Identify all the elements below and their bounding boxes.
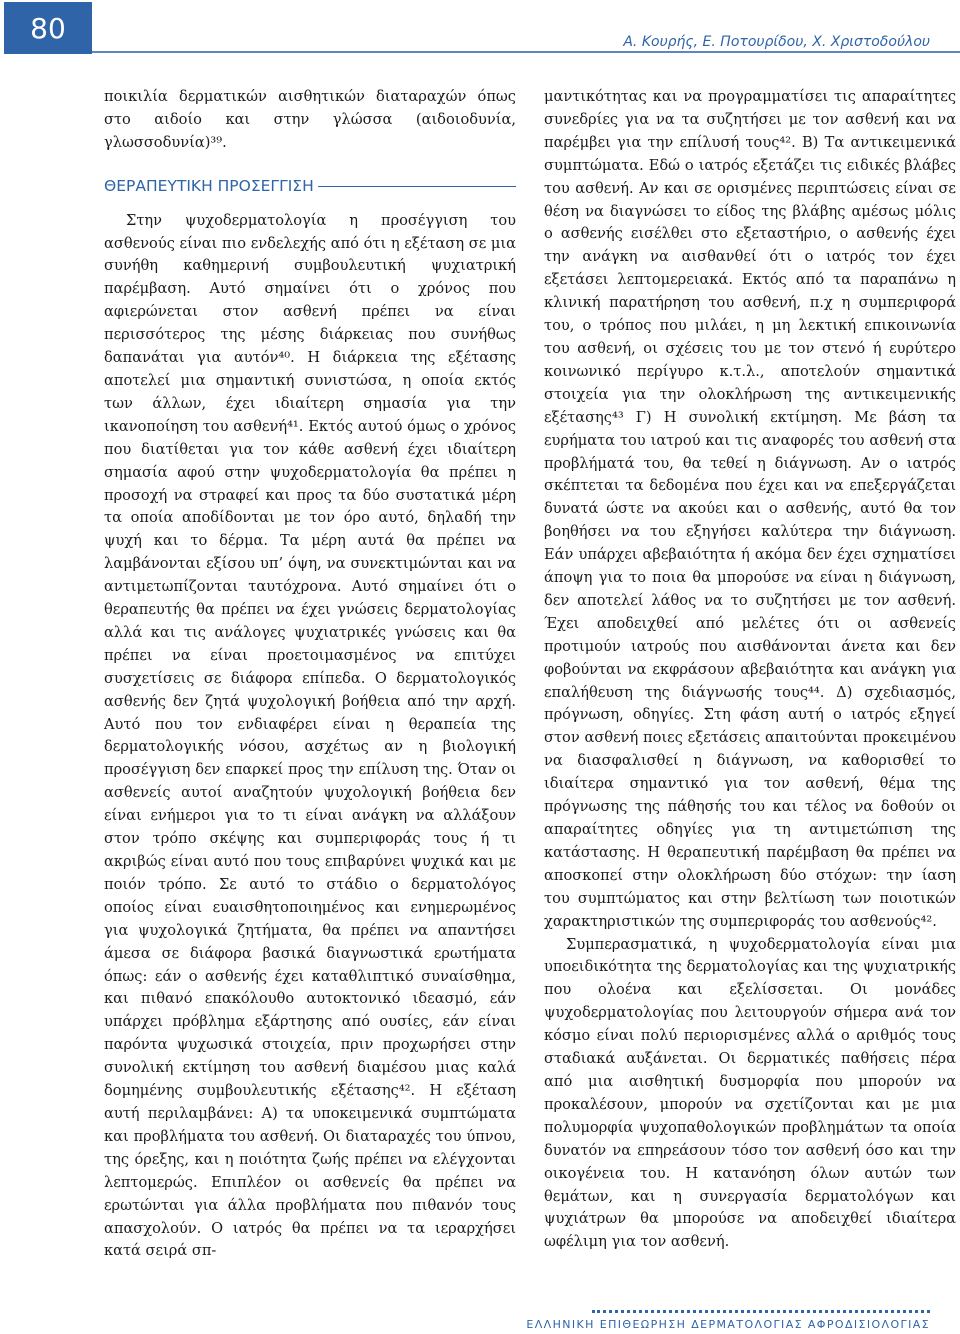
right-column [544, 86, 956, 1254]
section-heading-text: ΘΕΡΑΠΕΥΤΙΚΗ ΠΡΟΣΕΓΓΙΣΗ [104, 176, 314, 195]
journal-footer: ΕΛΛΗΝΙΚΗ ΕΠΙΘΕΩΡΗΣΗ ΔΕΡΜΑΤΟΛΟΓΙΑΣ ΑΦΡΟΔΙΣΙΟΛΟΓΙΑΣ [526, 1318, 930, 1331]
body-paragraph-2: μαντικότητας και να προγραμματίσει τις απαραίτητες συνεδρίες για να τα συζητήσει με τον ασθενή και να παρέμβει για την επίλυσή τους⁴². Β) Τα αντικειμενικά συμπτώματα. Εδώ ο ιατρός εξετάζει τις ειδικές βλάβες του ασθενή. Αν και σε ορισμένες περιπτώσεις είναι σε θέση να διαγνώσει το είδος της βλάβης αμέσως μόλις ο ασθενής εισέλθει στο εξεταστήριο, ο ασθενής έχει την ανάγκη να αισθανθεί ότι ο ιατρός τον έχει εξετάσει λεπτομερειακά. Εκτός από τα παραπάνω η κλινική παρατήρηση του ασθενή, π.χ η συμπεριφορά του, ο τρόπος που μιλάει, η μη λεκτική επικοινωνία του ασθενή, οι σχέσεις του με τον στενό ή ευρύτερο κοινωνικό περίγυρο κ.τ.λ., αποτελούν σημαντικά στοιχεία για την ολοκλήρωση της αντικειμενικής εξέτασης⁴³ Γ) Η συνολική εκτίμηση. Με βάση τα ευρήματα του ιατρού και τις αναφορές του ασθενή στα προβλήματά του, θα τεθεί η διάγνωση. Αν ο ιατρός σκέπτεται τα δεδομένα που έχει και να επεξεργάζεται δυνατά ώστε να ακούει και ο ασθενής, αυτό θα τον βοηθήσει να του εξηγήσει καλύτερα την διάγνωση. Εάν υπάρχει αβεβαιότητα ή ακόμα δεν έχει σχηματίσει άποψη για το ποια θα μπορούσε να είναι η διάγνωση, δεν αποτελεί λάθος να το συζητήσει με τον ασθενή. Έχει αποδειχθεί από μελέτες ότι οι ασθενείς προτιμούν ιατρούς που αισθάνονται άνετα και δεν φοβούνται να εκφράσουν αβεβαιότητα και ανάγκη για επαλήθευση της διάγνωσής τους⁴⁴. Δ) σχεδιασμός, πρόγνωση, οδηγίες. Στη φάση αυτή ο ιατρός εξηγεί στον ασθενή ποιες εξετάσεις απαιτούνται προκειμένου να διασφαλισθεί η διάγνωση, να καθορισθεί το ιδιαίτερα σημαντικό για τον ασθενή, θέμα της πρόγνωσης της πάθησής του και τέλος να δοθούν οι απαραίτητες οδηγίες για τη αντιμετώπιση της κατάστασης. Η θεραπευτική παρέμβαση θα πρέπει να αποσκοπεί στην ολοκλήρωση δύο στόχων: την ίαση του συμπτώματος και στην βελτίωση των ποιοτικών χαρακτηριστικών της συμπεριφοράς του ασθενούς⁴². [544, 88, 956, 930]
section-heading [104, 175, 516, 198]
left-column [104, 86, 516, 1263]
intro-paragraph: ποικιλία δερματικών αισθητικών διαταραχών όπως στο αιδοίο και στην γλώσσα (αιδοιοδυνία, γλωσσοδυνία)³⁹. [104, 88, 516, 151]
body-paragraph-1: Στην ψυχοδερματολογία η προσέγγιση του ασθενούς είναι πιο ενδελεχής από ότι η εξέταση σε μια συνήθη καθημερινή συμβουλευτική ψυχιατρική παρέμβαση. Αυτό σημαίνει ότι ο χρόνος που αφιερώνεται στον ασθενή πρέπει να είναι περισσότερος της μέσης διάρκειας που συνήθως δαπανάται για αυτόν⁴⁰. Η διάρκεια της εξέτασης αποτελεί μια σημαντική συνιστώσα, η οποία εκτός των άλλων, έχει ιδιαίτερη σημασία για την ικανοποίηση του ασθενή⁴¹. Εκτός αυτού όμως ο χρόνος που διατίθεται για τον κάθε ασθενή έχει ιδιαίτερη σημασία αφού στην ψυχοδερματολογία θα πρέπει η προσοχή να στραφεί και προς τα δύο συστατικά μέρη τα οποία αποδίδονται με τον όρο αυτό, δηλαδή την ψυχή και το δέρμα. Τα μέρη αυτά θα πρέπει να λαμβάνονται εξίσου υπ’ όψη, να συνεκτιμώνται και να αντιμετωπίζονται ταυτόχρονα. Αυτό σημαίνει ότι ο θεραπευτής θα πρέπει να έχει γνώσεις δερματολογίας αλλά και τις ανάλογες ψυχιατρικές γνώσεις και θα πρέπει να είναι προετοιμασμένος να επιτύχει συσχετίσεις σε διάφορα επίπεδα. Ο δερματολογικός ασθενής δεν ζητά ψυχολογική βοήθεια από την αρχή. Αυτό που τον ενδιαφέρει είναι η θεραπεία της δερματολογικής νόσου, ασχέτως αν η βιολογική προσέγγιση δεν επαρκεί προς την επίλυση της. Όταν οι ασθενείς αυτοί αναζητούν ψυχολογική βοήθεια δεν είναι ενήμεροι για το τι είναι ανάγκη να αλλάξουν στον τρόπο σκέψης και συμπεριφοράς τους ή τι ακριβώς είναι αυτό που τους επιβαρύνει ψυχικά και με ποιόν τρόπο. Σε αυτό το στάδιο ο δερματολόγος οποίος είναι ευαισθητοποιημένος και ενημερωμένος για ψυχολογικά ζητήματα, θα πρέπει να απαντήσει άμεσα σε διάφορα βασικά διαγνωστικά ερωτήματα όπως: εάν ο ασθενής έχει καταθλιπτικό συναίσθημα, και πιθανό επακόλουθο αυτοκτονικό ιδεασμό, εάν υπάρχει πρόβλημα εξάρτησης από ουσίες, εάν είναι παρόντα ψυχωσικά στοιχεία, πριν προχωρήσει στην συνολική εκτίμηση του ασθενή διαμέσου μιας καλά δομημένης συμβουλευτικής εξέτασης⁴². Η εξέταση αυτή περιλαμβάνει: Α) τα υποκειμενικά συμπτώματα και προβλήματα του ασθενή. Οι διαταραχές του ύπνου, της όρεξης, και η ποιότητα ζωής πρέπει να ελέγχονται λεπτομερώς. Επιπλέον οι ασθενείς θα πρέπει να ερωτώνται για άλλα προβλήματα που πιθανόν τους απασχολούν. Ο ιατρός θα πρέπει να τα ιεραρχήσει κατά σειρά σπ- [104, 211, 516, 1260]
footer-dotted-rule [592, 1310, 930, 1313]
header-rule [92, 51, 960, 53]
conclusion-paragraph: Συμπερασματικά, η ψυχοδερματολογία είναι μια υποειδικότητα της δερματολογίας και της ψυχιατρικής που ολοένα και εξελίσσεται. Οι μονάδες ψυχοδερματολογίας που λειτουργούν σήμερα ανά τον κόσμο είναι πολύ περιορισμένες αλλά ο αριθμός τους σταδιακά αυξάνεται. Οι δερματικές παθήσεις πέρα από μια αισθητική δυσμορφία που μπορούν να προκαλέσουν, μπορούν να σχετίζονται και με μια πολυμορφία ψυχοπαθολογικών προβλημάτων τα οποία δυνατόν να επηρεάσουν τόσο τον ασθενή όσο και την οικογένεια του. Η κατανόηση όλων αυτών των θεμάτων, και η συνεργασία δερματολόγων και ψυχιάτρων θα μπορούσε να αποδειχθεί ιδιαίτερα ωφέλιμη για τον ασθενή. [544, 935, 956, 1251]
heading-rule [318, 186, 516, 187]
running-head: Α. Κουρής, Ε. Ποτουρίδου, Χ. Χριστοδούλου [623, 34, 930, 50]
page-number: 80 [30, 11, 66, 45]
page-number-box [4, 2, 92, 54]
